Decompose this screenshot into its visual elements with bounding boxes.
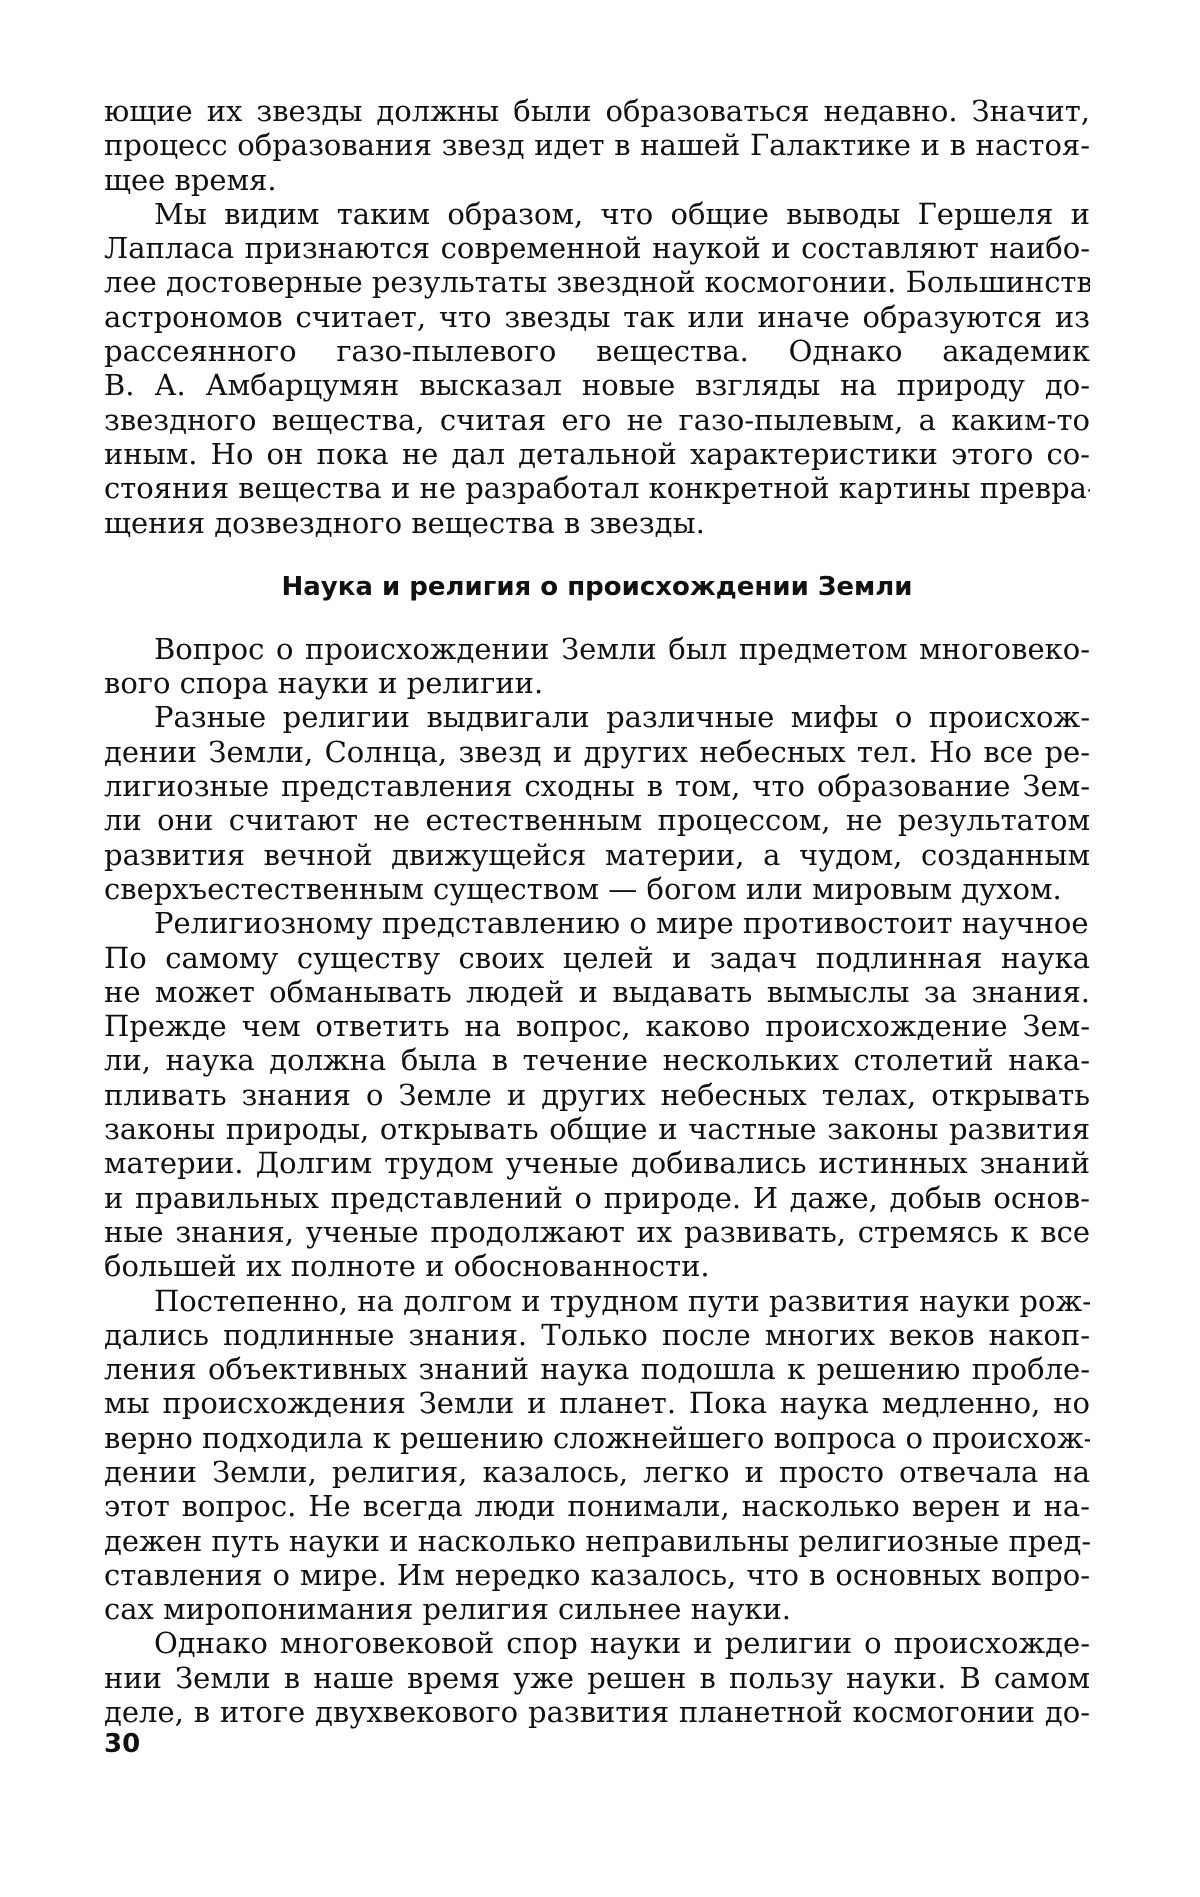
text-line: деле, в итоге двухвекового развития планетной космогонии до- — [104, 1695, 1090, 1729]
paragraph — [104, 1284, 1090, 1627]
text-line: процесс образования звезд идет в нашей Галактике и в настоя- — [104, 128, 1090, 162]
text-line: вого спора науки и религии. — [104, 666, 1090, 700]
text-line: лигиозные представления сходны в том, что образование Зем- — [104, 769, 1090, 803]
text-line: рассеянного газо-пылевого вещества. Однако академик — [104, 334, 1090, 368]
text-line: дении Земли, религия, казалось, легко и просто отвечала на — [104, 1455, 1090, 1489]
text-line: Мы видим таким образом, что общие выводы Гершеля и — [104, 197, 1090, 231]
text-line: нии Земли в наше время уже решен в пользу науки. В самом — [104, 1661, 1090, 1695]
text-line: и правильных представлений о природе. И даже, добыв основ- — [104, 1181, 1090, 1215]
text-line: материи. Долгим трудом ученые добивались истинных знаний — [104, 1146, 1090, 1180]
text-line: лее достоверные результаты звездной космогонии. Большинство — [104, 265, 1090, 299]
text-line: дежен путь науки и насколько неправильны религиозные пред- — [104, 1524, 1090, 1558]
text-line: Прежде чем ответить на вопрос, каково происхождение Зем- — [104, 1009, 1090, 1043]
section-heading: Наука и религия о происхождении Земли — [104, 570, 1090, 604]
page-number: 30 — [104, 1729, 140, 1759]
text-line: Разные религии выдвигали различные мифы о происхож- — [104, 700, 1090, 734]
text-line: астрономов считает, что звезды так или иначе образуются из — [104, 300, 1090, 334]
text-line: пливать знания о Земле и других небесных телах, открывать — [104, 1078, 1090, 1112]
text-line: Вопрос о происхождении Земли был предметом многовеко- — [104, 632, 1090, 666]
text-line: звездного вещества, считая его не газо-пылевым, а каким-то — [104, 403, 1090, 437]
text-line: Постепенно, на долгом и трудном пути развития науки рож- — [104, 1284, 1090, 1318]
text-line: ставления о мире. Им нередко казалось, что в основных вопро- — [104, 1558, 1090, 1592]
text-line: По самому существу своих целей и задач подлинная наука — [104, 941, 1090, 975]
text-line: ли они считают не естественным процессом, не результатом — [104, 803, 1090, 837]
text-line: большей их полноте и обоснованности. — [104, 1249, 1090, 1283]
paragraph — [104, 700, 1090, 906]
text-block-before-heading — [104, 94, 1090, 540]
paragraph — [104, 1626, 1090, 1729]
text-line: стояния вещества и не разработал конкретной картины превра- — [104, 471, 1090, 505]
text-line: ли, наука должна была в течение нескольких столетий нака- — [104, 1043, 1090, 1077]
text-line: Религиозному представлению о мире противостоит научное. — [104, 906, 1090, 940]
text-line: Однако многовековой спор науки и религии о происхожде- — [104, 1626, 1090, 1660]
text-line: законы природы, открывать общие и частные законы развития — [104, 1112, 1090, 1146]
text-line: дении Земли, Солнца, звезд и других небесных тел. Но все ре- — [104, 735, 1090, 769]
paragraph — [104, 632, 1090, 701]
text-line: не может обманывать людей и выдавать вымыслы за знания. — [104, 975, 1090, 1009]
paragraph — [104, 197, 1090, 540]
text-line: мы происхождения Земли и планет. Пока наука медленно, но — [104, 1386, 1090, 1420]
text-line: ления объективных знаний наука подошла к решению пробле- — [104, 1352, 1090, 1386]
text-line: ные знания, ученые продолжают их развивать, стремясь к все — [104, 1215, 1090, 1249]
page-body — [104, 94, 1090, 1729]
text-line: В. А. Амбарцумян высказал новые взгляды на природу до- — [104, 368, 1090, 402]
text-line: ющие их звезды должны были образоваться недавно. Значит, — [104, 94, 1090, 128]
text-line: щее время. — [104, 163, 1090, 197]
text-line: сверхъестественным существом — богом или мировым духом. — [104, 872, 1090, 906]
text-line: верно подходила к решению сложнейшего вопроса о происхож- — [104, 1421, 1090, 1455]
paragraph — [104, 94, 1090, 197]
paragraph — [104, 906, 1090, 1283]
text-line: дались подлинные знания. Только после многих веков накоп- — [104, 1318, 1090, 1352]
text-line: иным. Но он пока не дал детальной характеристики этого со- — [104, 437, 1090, 471]
text-line: щения дозвездного вещества в звезды. — [104, 506, 1090, 540]
text-line: сах миропонимания религия сильнее науки. — [104, 1592, 1090, 1626]
text-line: развития вечной движущейся материи, а чудом, созданным — [104, 838, 1090, 872]
text-line: этот вопрос. Не всегда люди понимали, насколько верен и на- — [104, 1489, 1090, 1523]
text-line: Лапласа признаются современной наукой и составляют наибо- — [104, 231, 1090, 265]
text-block-after-heading — [104, 632, 1090, 1730]
